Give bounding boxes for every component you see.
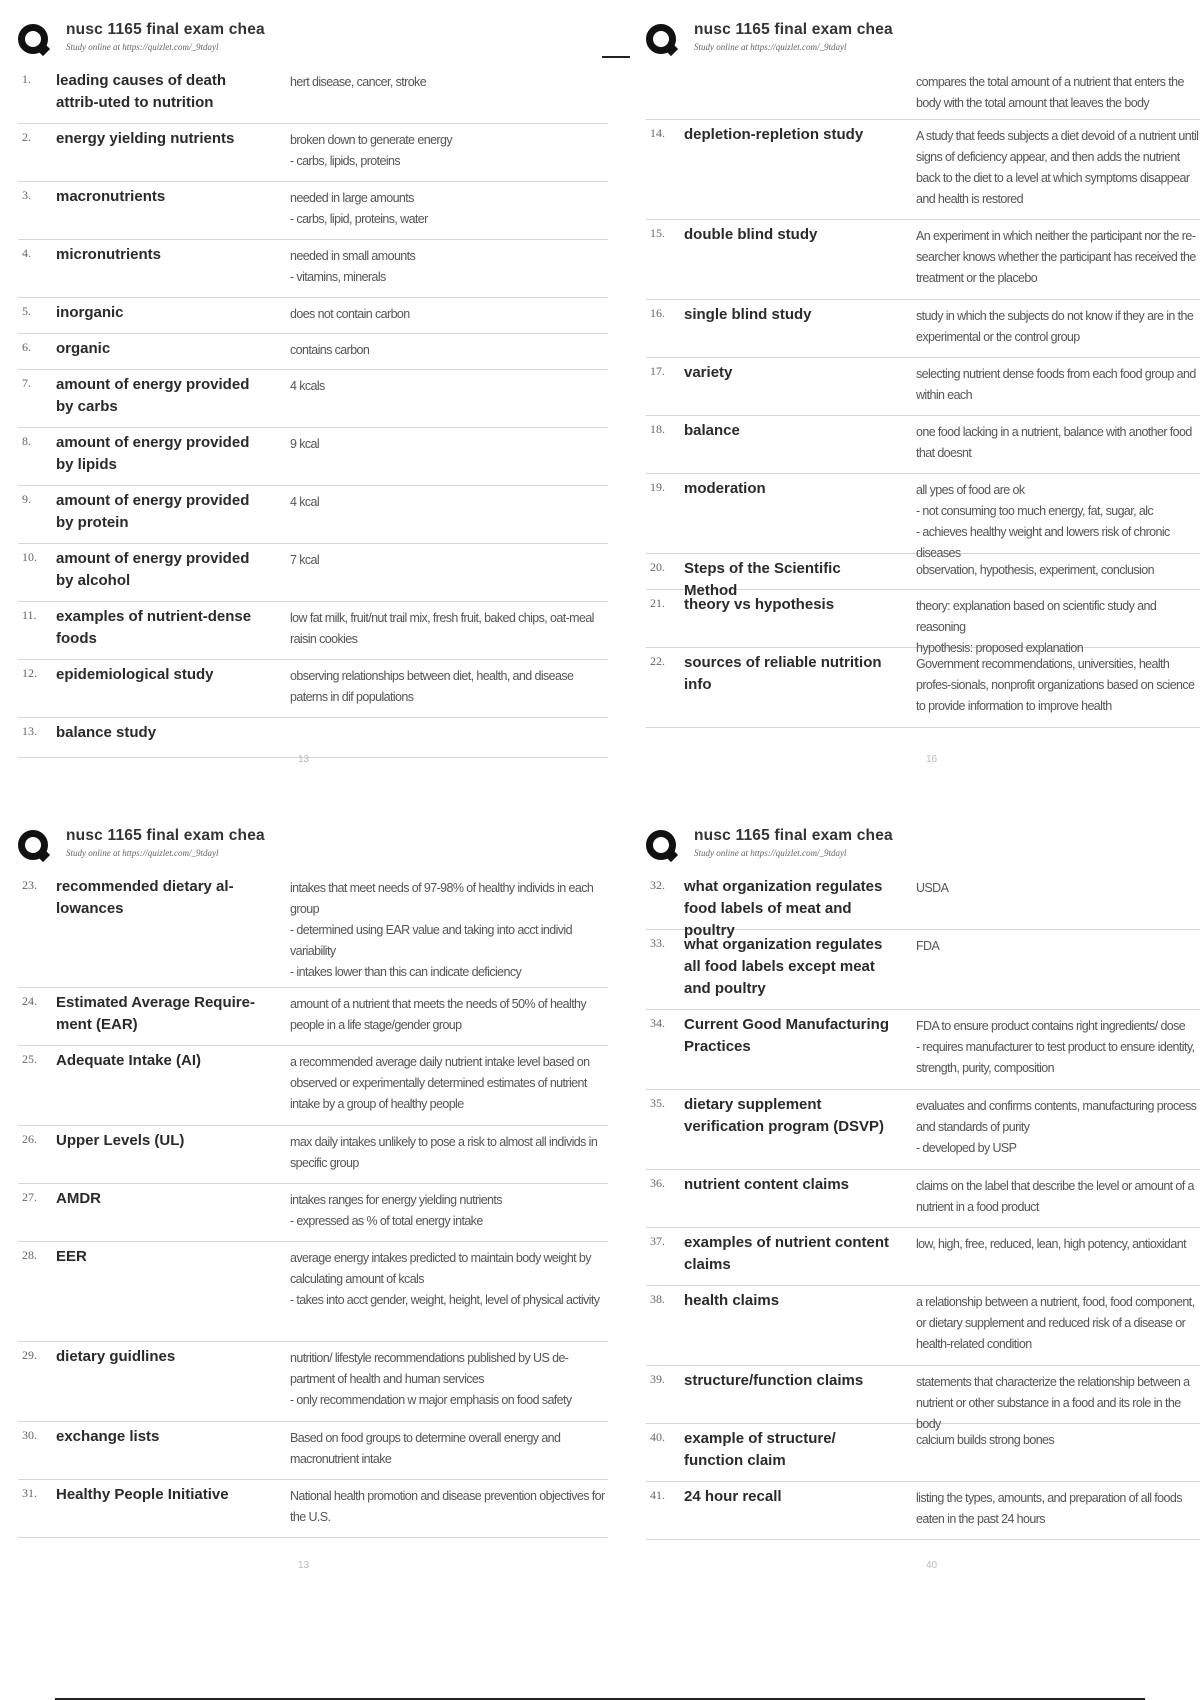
quizlet-logo-icon xyxy=(18,830,48,860)
item-number: 12. xyxy=(22,666,37,680)
definition: Based on food groups to determine overall energy and macronutrient intake xyxy=(290,1431,561,1466)
term: EER xyxy=(56,1248,87,1265)
definition: A study that feeds subjects a diet devoid of a nutrient until signs of deficiency appear, and then adds the nutrient back to the diet to a level at which symptoms disappear and health is restored xyxy=(916,129,1199,206)
definition: contains carbon xyxy=(290,343,370,357)
definition: theory: explanation based on scientific study and reasoning hypothesis: proposed explanation xyxy=(916,599,1157,655)
term-row xyxy=(646,1090,1200,1170)
definition: a recommended average daily nutrient intake level based on observed or experimentally determined estimates of nutrient intake by a group of healthy people xyxy=(290,1055,590,1111)
term-row xyxy=(18,428,608,486)
definition: 4 kcal xyxy=(290,495,320,509)
term-row xyxy=(646,554,1200,599)
definition: evaluates and confirms contents, manufacturing process and standards of purity - developed by USP xyxy=(916,1099,1197,1155)
term-row xyxy=(646,1366,1200,1431)
definition: average energy intakes predicted to maintain body weight by calculating amount of kcals - takes into acct gender, weight, height, level of physical activity xyxy=(290,1251,600,1307)
term-row xyxy=(646,358,1200,416)
quizlet-logo-icon xyxy=(646,830,676,860)
item-number: 32. xyxy=(650,878,665,892)
item-number: 33. xyxy=(650,936,665,950)
term: amount of energy provided by protein xyxy=(56,492,250,531)
page-3 xyxy=(18,824,608,1584)
item-number: 41. xyxy=(650,1488,665,1502)
item-number: 29. xyxy=(22,1348,37,1362)
item-number: 15. xyxy=(650,226,665,240)
term-row xyxy=(646,930,1200,1010)
term: examples of nutrient-dense foods xyxy=(56,608,252,647)
quizlet-logo-icon xyxy=(646,24,676,54)
term: energy yielding nutrients xyxy=(56,130,235,147)
item-number: 17. xyxy=(650,364,665,378)
term-row xyxy=(18,1184,608,1242)
item-number: 25. xyxy=(22,1052,37,1066)
item-number: 5. xyxy=(22,304,31,318)
term: amount of energy provided by alcohol xyxy=(56,550,250,589)
term-row xyxy=(646,416,1200,474)
term: what organization regulates all food labels except meat and poultry xyxy=(684,936,883,997)
term: dietary guidlines xyxy=(56,1348,176,1365)
term-row xyxy=(18,602,608,660)
term-row xyxy=(646,120,1200,220)
item-number: 4. xyxy=(22,246,31,260)
definition: listing the types, amounts, and preparation of all foods eaten in the past 24 hours xyxy=(916,1491,1182,1526)
page-header xyxy=(646,18,1200,66)
definition: compares the total amount of a nutrient that enters the body with the total amount that leaves the body xyxy=(916,75,1184,110)
term-row xyxy=(646,648,1200,728)
term: dietary supplement verification program (DSVP) xyxy=(684,1096,885,1135)
term-row xyxy=(646,1228,1200,1286)
term: single blind study xyxy=(684,306,812,323)
definition: hert disease, cancer, stroke xyxy=(290,75,427,89)
page-title: nusc 1165 final exam chea xyxy=(66,827,265,844)
term-row xyxy=(18,1046,608,1126)
definition: intakes that meet needs of 97-98% of healthy individs in each group - determined using EAR value and taking into acct individ variability - intakes lower than this can indicate deficiency xyxy=(290,881,594,979)
term: balance xyxy=(684,422,740,439)
item-number: 36. xyxy=(650,1176,665,1190)
definition: USDA xyxy=(916,881,949,895)
term-row xyxy=(646,1482,1200,1540)
item-number: 31. xyxy=(22,1486,37,1500)
definition: claims on the label that describe the level or amount of a nutrient in a food product xyxy=(916,1179,1194,1214)
item-number: 37. xyxy=(650,1234,665,1248)
term-row xyxy=(646,1424,1200,1482)
term: depletion-repletion study xyxy=(684,126,864,143)
item-number: 21. xyxy=(650,596,665,610)
term: amount of energy provided by lipids xyxy=(56,434,250,473)
term: Estimated Average Require-ment (EAR) xyxy=(56,994,255,1033)
term: epidemiological study xyxy=(56,666,214,683)
term: what organization regulates food labels of meat and poultry xyxy=(684,878,883,939)
term: micronutrients xyxy=(56,246,162,263)
item-number: 20. xyxy=(650,560,665,574)
item-number: 30. xyxy=(22,1428,37,1442)
term-row xyxy=(18,486,608,544)
item-number: 38. xyxy=(650,1292,665,1306)
quizlet-logo-icon xyxy=(18,24,48,54)
definition: FDA to ensure product contains right ingredients/ dose - requires manufacturer to test product to ensure identity, strength, purity, composition xyxy=(916,1019,1195,1075)
term: health claims xyxy=(684,1292,780,1309)
term-row xyxy=(18,182,608,240)
term-row xyxy=(646,1286,1200,1366)
definition: a relationship between a nutrient, food, food component, or dietary supplement and reduced risk of a disease or health-related condition xyxy=(916,1295,1195,1351)
definition: selecting nutrient dense foods from each food group and within each xyxy=(916,367,1196,402)
term: amount of energy provided by carbs xyxy=(56,376,250,415)
term-row xyxy=(646,872,1200,939)
item-number: 18. xyxy=(650,422,665,436)
definition: intakes ranges for energy yielding nutrients - expressed as % of total energy intake xyxy=(290,1193,502,1228)
definition: Government recommendations, universities, health profes-sionals, nonprofit organizations based on science to provide information to improve health xyxy=(916,657,1195,713)
item-number: 28. xyxy=(22,1248,37,1262)
study-link[interactable]: Study online at https://quizlet.com/_9tdayl xyxy=(694,848,847,858)
term: Healthy People Initiative xyxy=(56,1486,229,1503)
term-row xyxy=(646,220,1200,300)
term-row xyxy=(18,1242,608,1342)
term-row xyxy=(18,124,608,182)
definition: does not contain carbon xyxy=(290,307,410,321)
definition: low, high, free, reduced, lean, high potency, antioxidant xyxy=(916,1237,1186,1251)
definition: observing relationships between diet, health, and disease paterns in dif populations xyxy=(290,669,574,704)
term-row xyxy=(18,370,608,428)
term: macronutrients xyxy=(56,188,166,205)
term: Adequate Intake (AI) xyxy=(56,1052,202,1069)
item-number: 27. xyxy=(22,1190,37,1204)
term: theory vs hypothesis xyxy=(684,596,835,613)
definition: needed in large amounts - carbs, lipid, proteins, water xyxy=(290,191,428,226)
term: sources of reliable nutrition info xyxy=(684,654,882,693)
item-number: 14. xyxy=(650,126,665,140)
item-number: 23. xyxy=(22,878,37,892)
definition: broken down to generate energy - carbs, lipids, proteins xyxy=(290,133,452,168)
definition: 9 kcal xyxy=(290,437,320,451)
separator-dash xyxy=(602,56,630,58)
definition: amount of a nutrient that meets the needs of 50% of healthy people in a life stage/gender group xyxy=(290,997,587,1032)
definition: max daily intakes unlikely to pose a risk to almost all individs in specific group xyxy=(290,1135,598,1170)
definition: observation, hypothesis, experiment, conclusion xyxy=(916,563,1154,577)
term: inorganic xyxy=(56,304,124,321)
definition: National health promotion and disease prevention objectives for the U.S. xyxy=(290,1489,605,1524)
term-row xyxy=(18,66,608,124)
item-number: 34. xyxy=(650,1016,665,1030)
definition: study in which the subjects do not know if they are in the experimental or the control group xyxy=(916,309,1194,344)
item-number: 24. xyxy=(22,994,37,1008)
definition: calcium builds strong bones xyxy=(916,1433,1055,1447)
term: moderation xyxy=(684,480,766,497)
term-row xyxy=(18,240,608,298)
term-row xyxy=(646,474,1200,560)
item-number: 2. xyxy=(22,130,31,144)
study-link[interactable]: Study online at https://quizlet.com/_9tdayl xyxy=(66,42,219,52)
item-number: 9. xyxy=(22,492,31,506)
item-number: 13. xyxy=(22,724,37,738)
definition: 4 kcals xyxy=(290,379,325,393)
term-row xyxy=(18,1480,608,1538)
page-number: 13 xyxy=(298,1560,310,1571)
term-row xyxy=(646,300,1200,358)
term: Current Good Manufacturing Practices xyxy=(684,1016,889,1055)
item-number: 11. xyxy=(22,608,37,622)
definition: low fat milk, fruit/nut trail mix, fresh fruit, baked chips, oat-meal raisin cookies xyxy=(290,611,594,646)
term-row xyxy=(18,1422,608,1480)
item-number: 8. xyxy=(22,434,31,448)
term: organic xyxy=(56,340,111,357)
term-row xyxy=(18,298,608,334)
item-number: 3. xyxy=(22,188,31,202)
term-row xyxy=(18,988,608,1046)
term: structure/function claims xyxy=(684,1372,864,1389)
definition: all ypes of food are ok - not consuming too much energy, fat, sugar, alc - achieves healthy weight and lowers risk of chronic diseases xyxy=(916,483,1170,560)
item-number: 39. xyxy=(650,1372,665,1386)
item-number: 6. xyxy=(22,340,31,354)
term: variety xyxy=(684,364,733,381)
definition: 7 kcal xyxy=(290,553,320,567)
item-number: 7. xyxy=(22,376,31,390)
term-row xyxy=(18,660,608,718)
page-header xyxy=(646,824,1200,872)
term-row xyxy=(18,544,608,602)
page-header xyxy=(18,824,608,872)
page-number: 40 xyxy=(926,1560,938,1571)
term: AMDR xyxy=(56,1190,101,1207)
item-number: 19. xyxy=(650,480,665,494)
item-number: 40. xyxy=(650,1430,665,1444)
term-row xyxy=(18,718,608,758)
term: Upper Levels (UL) xyxy=(56,1132,185,1149)
item-number: 16. xyxy=(650,306,665,320)
term: example of structure/ function claim xyxy=(684,1430,836,1469)
term: recommended dietary al-lowances xyxy=(56,878,234,917)
page-title: nusc 1165 final exam chea xyxy=(694,827,893,844)
item-number: 26. xyxy=(22,1132,37,1146)
page-number: 13 xyxy=(298,754,310,765)
page-title: nusc 1165 final exam chea xyxy=(66,21,265,38)
page-2 xyxy=(646,18,1200,778)
item-number: 35. xyxy=(650,1096,665,1110)
term: Steps of the Scientific Method xyxy=(684,560,841,599)
term: balance study xyxy=(56,724,157,741)
item-number: 10. xyxy=(22,550,37,564)
page-1 xyxy=(18,18,608,778)
term-row xyxy=(18,1126,608,1184)
term: 24 hour recall xyxy=(684,1488,782,1505)
term-row xyxy=(18,872,608,988)
term-row xyxy=(18,1342,608,1422)
page-number: 16 xyxy=(926,754,938,765)
definition: nutrition/ lifestyle recommendations published by US de-partment of health and human services - only recommendation w major emphasis on food safety xyxy=(290,1351,572,1407)
item-number: 22. xyxy=(650,654,665,668)
definition: FDA xyxy=(916,939,940,953)
term-row xyxy=(18,334,608,370)
term-row xyxy=(646,1010,1200,1090)
page-header xyxy=(18,18,608,66)
page-title: nusc 1165 final exam chea xyxy=(694,21,893,38)
term: leading causes of death attrib-uted to nutrition xyxy=(56,72,227,111)
definition: one food lacking in a nutrient, balance with another food that doesnt xyxy=(916,425,1192,460)
definition: An experiment in which neither the participant nor the re-searcher knows whether the participant has received the treatment or the placebo xyxy=(916,229,1196,285)
term: nutrient content claims xyxy=(684,1176,850,1193)
definition: statements that characterize the relationship between a nutrient or other substance in a food and its role in the body xyxy=(916,1375,1190,1431)
term-row xyxy=(646,590,1200,655)
term: examples of nutrient content claims xyxy=(684,1234,890,1273)
item-number: 1. xyxy=(22,72,31,86)
study-link[interactable]: Study online at https://quizlet.com/_9tdayl xyxy=(66,848,219,858)
term: double blind study xyxy=(684,226,818,243)
continuation-row xyxy=(646,66,1200,120)
term: exchange lists xyxy=(56,1428,160,1445)
page-4 xyxy=(646,824,1200,1584)
definition: needed in small amounts - vitamins, minerals xyxy=(290,249,416,284)
study-link[interactable]: Study online at https://quizlet.com/_9tdayl xyxy=(694,42,847,52)
term-row xyxy=(646,1170,1200,1228)
